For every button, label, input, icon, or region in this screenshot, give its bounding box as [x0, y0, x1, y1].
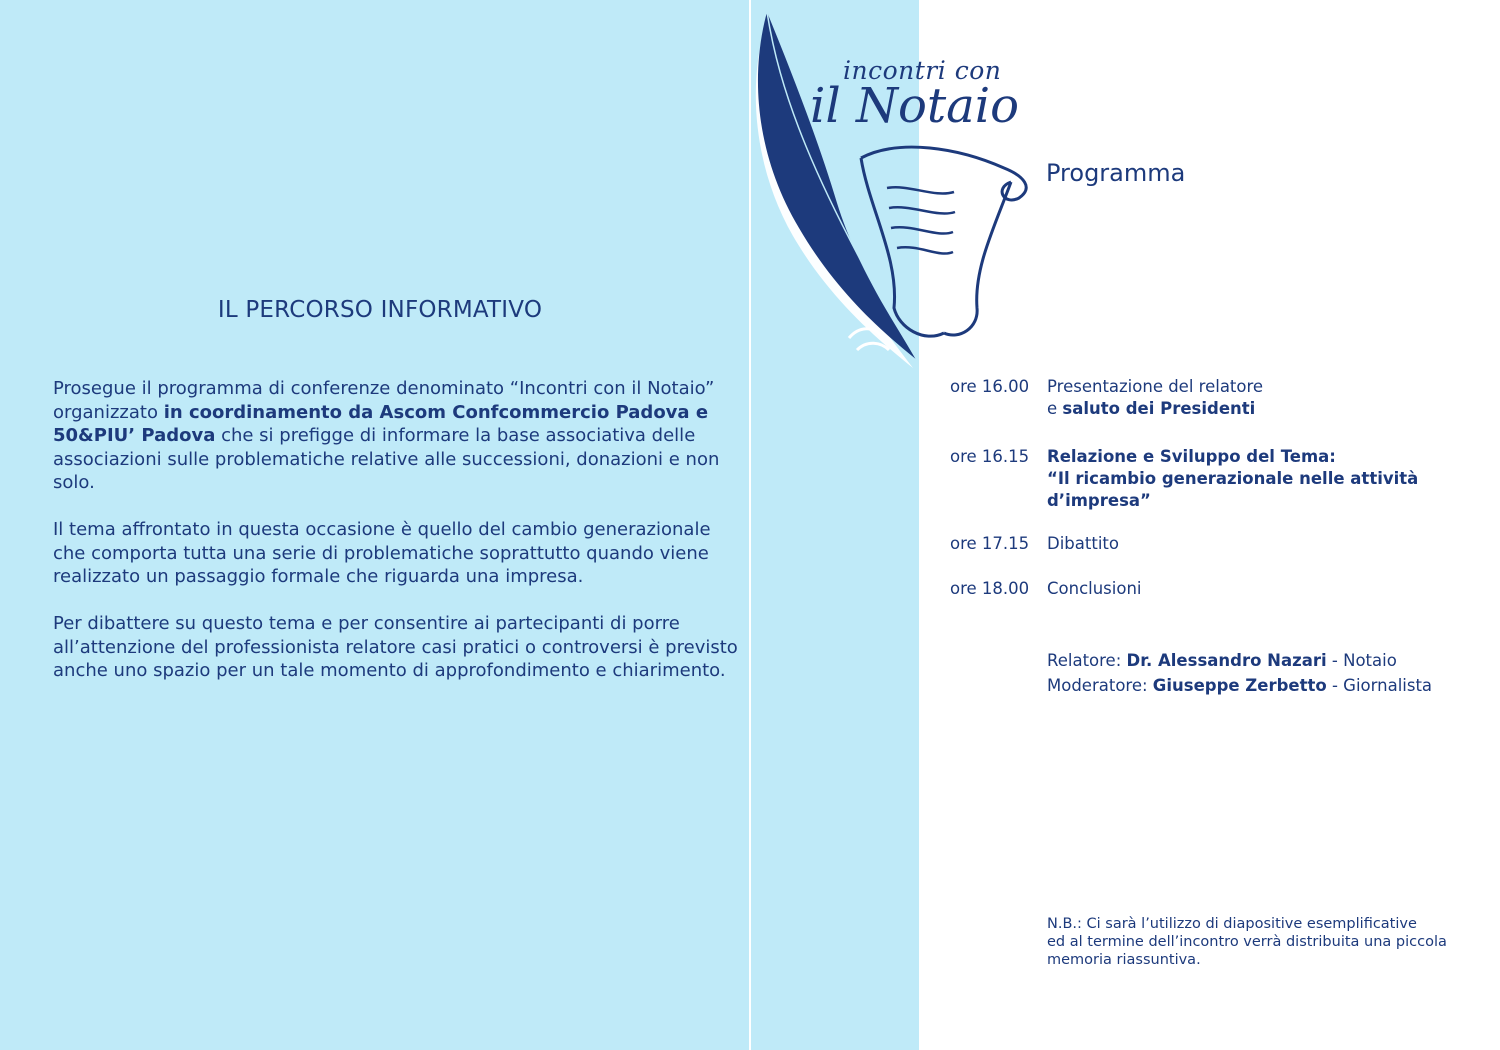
intro-paragraph-1: Prosegue il programma di conferenze denominato “Incontri con il Notaio” organizzato in coordinamento da Ascom Confcommercio Padova e 50&PIU’ Padova che si prefigge di informare la base associativa delle associazioni sulle problematiche relative alle successioni, donazioni e non solo.	[53, 378, 720, 493]
schedule-time: ore 16.00	[950, 377, 1030, 396]
schedule-description: Conclusioni	[1047, 579, 1142, 598]
speakers-block	[1047, 648, 1432, 698]
intro-paragraph-2: Il tema affrontato in questa occasione è quello del cambio generazionale che comporta tutta una serie di problematiche soprattutto quando viene realizzato un passaggio formale che riguarda una impresa.	[53, 519, 711, 587]
intro-text	[53, 377, 738, 706]
footnote: N.B.: Ci sarà l’utilizzo di diapositive esemplificative ed al termine dell’incontro verrà distribuita una piccola memoria riassuntiva.	[1047, 916, 1447, 968]
logo-line1: incontri con	[843, 56, 1002, 85]
schedule-description: Relazione e Sviluppo del Tema: “Il ricambio generazionale nelle attività d’impresa”	[1047, 447, 1419, 510]
schedule-time: ore 16.15	[950, 447, 1030, 466]
program-heading: Programma	[1046, 159, 1186, 187]
schedule-description: Presentazione del relatore e saluto dei Presidenti	[1047, 377, 1264, 418]
moderatore-line: Moderatore: Giuseppe Zerbetto - Giornalista	[1047, 676, 1433, 695]
schedule-time: ore 17.15	[950, 534, 1030, 553]
schedule-time: ore 18.00	[950, 579, 1030, 598]
schedule-description: Dibattito	[1047, 534, 1119, 553]
section-title: IL PERCORSO INFORMATIVO	[217, 297, 543, 323]
intro-paragraph-3: Per dibattere su questo tema e per consentire ai partecipanti di porre all’attenzione del professionista relatore casi pratici o controversi è previsto anche uno spazio per un tale momento di approfondimento e chiarimento.	[53, 613, 738, 681]
organizers-highlight: in coordinamento da Ascom Confcommercio Padova e 50&PIU’ Padova	[53, 401, 709, 446]
logo-line2: il Notaio	[810, 78, 1020, 134]
relatore-line: Relatore: Dr. Alessandro Nazari - Notaio	[1047, 651, 1397, 670]
